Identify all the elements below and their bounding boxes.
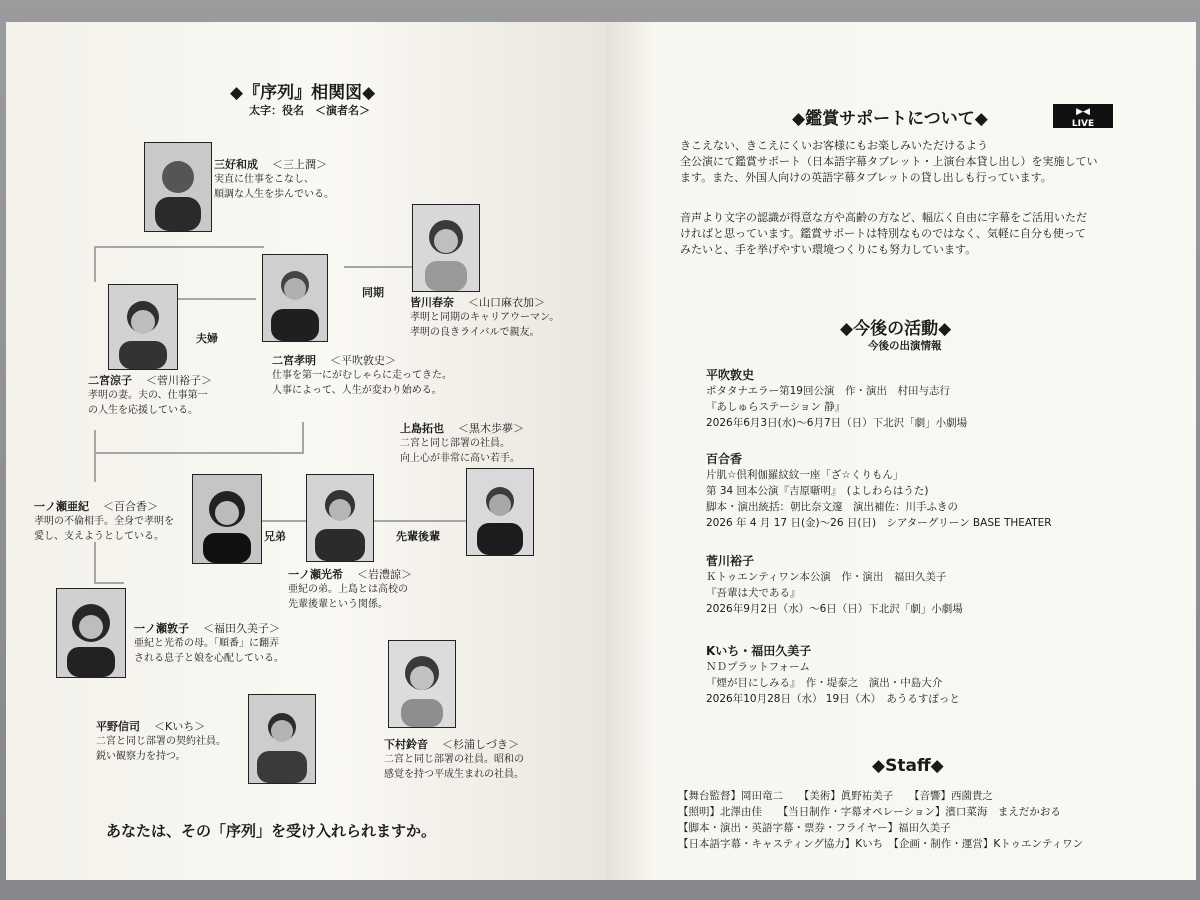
connector-line [302, 422, 304, 452]
character-block [288, 566, 412, 612]
character-block [88, 372, 212, 418]
support-line: みたいと、手を挙げやすい環境つくりにも努力しています。 [680, 243, 977, 256]
role-desc: 亜紀と光希の母。「順番」に翻弄 [134, 638, 279, 649]
performer-name: 平吹敦史 [706, 368, 755, 382]
character-block [214, 156, 334, 202]
activity-line: 2026年10月28日（水） 19日（木） あうるすぽっと [706, 693, 960, 705]
left-page [6, 22, 606, 880]
staff-line: 【日本語字幕・キャスティング協力】Kいち 【企画・制作・運営】Kトゥエンティワン [678, 838, 1084, 850]
connector-line [94, 246, 264, 248]
activity-item [706, 642, 960, 707]
activity-line: 2026年6月3日(水)〜6月7日（日）下北沢「劇」小劇場 [706, 417, 968, 429]
role-desc: 二宮と同じ部署の社員。 [400, 438, 510, 449]
role-name: 一ノ瀬亜紀 [34, 500, 89, 513]
activity-line: 脚本・演出統括：朝比奈文邃 演出補佐：川手ふきの [706, 501, 958, 513]
actor-name: ＜Kいち＞ [154, 720, 206, 733]
role-name: 上島拓也 [400, 422, 444, 435]
role-desc: 孝明の良きライバルで親友。 [410, 327, 540, 338]
actor-name: ＜山口麻衣加＞ [468, 296, 545, 309]
support-paragraph [680, 210, 1087, 258]
staff-line: 【照明】北澤由佳 【当日制作・字幕オペレーション】濱口菜海 まえだかおる [678, 806, 1061, 818]
actor-name: ＜菅川裕子＞ [146, 374, 212, 387]
character-block [272, 352, 452, 398]
relation-label: 同期 [362, 286, 384, 299]
activity-line: 2026年9月2日（水）〜6日（日）下北沢「劇」小劇場 [706, 603, 963, 615]
connector-line [262, 520, 306, 522]
character-block [400, 420, 524, 466]
character-block [134, 620, 284, 666]
activity-line: 2026 年 4 月 17 日(金)〜26 日(日) シアターグリーン BASE THEATER [706, 517, 1052, 529]
chart-title: ◆『序列』相関図◆ [230, 83, 376, 103]
activity-line: 『煙が目にしみる』 作・堤泰之 演出・中島大介 [706, 677, 943, 689]
role-name: 一ノ瀬光希 [288, 568, 343, 581]
role-desc: 鋭い観察力を持つ。 [96, 751, 186, 762]
staff-line: 【舞台監督】岡田竜二 【美術】眞野祐美子 【音響】西薗貴之 [678, 790, 993, 802]
portrait-photo [262, 254, 328, 342]
role-desc: 孝明の妻。夫の、仕事第一 [88, 390, 208, 401]
role-name: 二宮孝明 [272, 354, 316, 367]
live-logo: ▶◀ LIVE [1053, 104, 1113, 128]
support-line: きこえない、きこえにくいお客様にもお楽しみいただけるよう [680, 139, 988, 152]
right-page [606, 22, 1196, 880]
activity-line: 第 34 回本公演『吉原噺明』 (よしわらはうた) [706, 485, 929, 497]
support-paragraph [680, 138, 1097, 186]
role-desc: 先輩後輩という関係。 [288, 599, 388, 610]
role-desc: 感覚を持つ平成生まれの社員。 [384, 769, 524, 780]
connector-line [94, 452, 304, 454]
actor-name: ＜杉浦しづき＞ [442, 738, 519, 751]
role-desc: 二宮と同じ部署の契約社員。 [96, 736, 226, 747]
relation-label: 夫婦 [196, 332, 218, 345]
support-line: 音声より文字の認識が得意な方や高齢の方など、幅広く自由に字幕をご活用いただ [680, 211, 1087, 224]
role-name: 三好和成 [214, 158, 258, 171]
connector-line [94, 542, 96, 584]
portrait-photo [388, 640, 456, 728]
actor-name: ＜福田久美子＞ [203, 622, 280, 635]
role-desc: 二宮と同じ部署の社員。昭和の [384, 754, 524, 765]
portrait-photo [108, 284, 178, 370]
support-line: ければと思っています。鑑賞サポートは特別なものではなく、気軽に自分も使って [680, 227, 1086, 240]
activity-item [706, 366, 967, 431]
role-desc: される息子と娘を心配している。 [134, 653, 284, 664]
portrait-photo [466, 468, 534, 556]
role-name: 皆川春奈 [410, 296, 454, 309]
role-desc: 亜紀の弟。上島とは高校の [288, 584, 408, 595]
role-name: 二宮涼子 [88, 374, 132, 387]
portrait-photo [144, 142, 212, 232]
role-desc: 実直に仕事をこなし、 [214, 174, 314, 185]
actor-name: ＜平吹敦史＞ [330, 354, 396, 367]
role-desc: 孝明と同期のキャリアウーマン。 [410, 312, 560, 323]
portrait-photo [412, 204, 480, 292]
activity-line: ポタタナエラー第19回公演 作・演出 村田与志行 [706, 385, 950, 397]
character-block [96, 718, 226, 764]
portrait-photo [192, 474, 262, 564]
connector-line [172, 298, 256, 300]
character-block [410, 294, 559, 340]
activity-line: Ｋトゥエンティワン本公演 作・演出 福田久美子 [706, 571, 947, 583]
activity-line: 『あしゅらステーション 静』 [706, 401, 846, 413]
role-desc: 孝明の不倫相手。全身で孝明を [34, 516, 174, 527]
relation-label: 先輩後輩 [396, 530, 440, 543]
activities-subtitle: 今後の出演情報 [868, 340, 942, 352]
role-desc: 順調な人生を歩んでいる。 [214, 189, 334, 200]
actor-name: ＜三上潤＞ [272, 158, 327, 171]
role-desc: 向上心が非常に高い若手。 [400, 453, 520, 464]
tagline: あなたは、その「序列」を受け入れられますか。 [106, 822, 437, 840]
activity-line: ＮＤプラットフォーム [706, 661, 810, 673]
role-desc: の人生を応援している。 [88, 405, 198, 416]
staff-line: 【脚本・演出・英語字幕・票券・フライヤー】福田久美子 [678, 822, 951, 834]
character-block [34, 498, 174, 544]
performer-name: Kいち・福田久美子 [706, 644, 812, 658]
role-name: 平野信司 [96, 720, 140, 733]
logo-text: LIVE [1071, 119, 1095, 129]
connector-line [94, 582, 124, 584]
activity-item [706, 450, 1052, 531]
activity-line: 片肌☆倶利伽羅紋紋一座「ざ☆くりもん」 [706, 469, 904, 481]
activities-title: ◆今後の活動◆ [840, 319, 952, 339]
actor-name: ＜百合香＞ [103, 500, 158, 513]
connector-line [374, 520, 466, 522]
connector-line [94, 246, 96, 282]
role-name: 一ノ瀬敦子 [134, 622, 189, 635]
performer-name: 菅川裕子 [706, 554, 755, 568]
portrait-photo [248, 694, 316, 784]
actor-name: ＜岩澧諒＞ [357, 568, 412, 581]
activity-line: 『吾輩は犬である』 [706, 587, 801, 599]
support-title: ◆鑑賞サポートについて◆ [792, 109, 988, 129]
activity-item [706, 552, 963, 617]
actor-name: ＜黒木歩夢＞ [458, 422, 524, 435]
portrait-photo [306, 474, 374, 562]
support-line: 全公演にて鑑賞サポート（日本語字幕タブレット・上演台本貸し出し）を実施してい [680, 155, 1098, 168]
connector-line [344, 266, 416, 268]
role-desc: 仕事を第一にがむしゃらに走ってきた。 [272, 370, 452, 381]
portrait-photo [56, 588, 126, 678]
staff-title: ◆Staff◆ [872, 756, 944, 776]
character-block [384, 736, 524, 782]
role-name: 下村鈴音 [384, 738, 428, 751]
connector-line [94, 452, 96, 482]
relation-label: 兄弟 [264, 530, 286, 543]
support-line: ます。また、外国人向けの英語字幕タブレットの貸し出しも行っています。 [680, 171, 1052, 184]
role-desc: 人事によって、人生が変わり始める。 [272, 385, 442, 396]
performer-name: 百合香 [706, 452, 743, 466]
staff-credits [678, 788, 1083, 852]
legend: 太字：役名 ＜演者名＞ [249, 104, 370, 117]
role-desc: 愛し、支えようとしている。 [34, 531, 164, 542]
